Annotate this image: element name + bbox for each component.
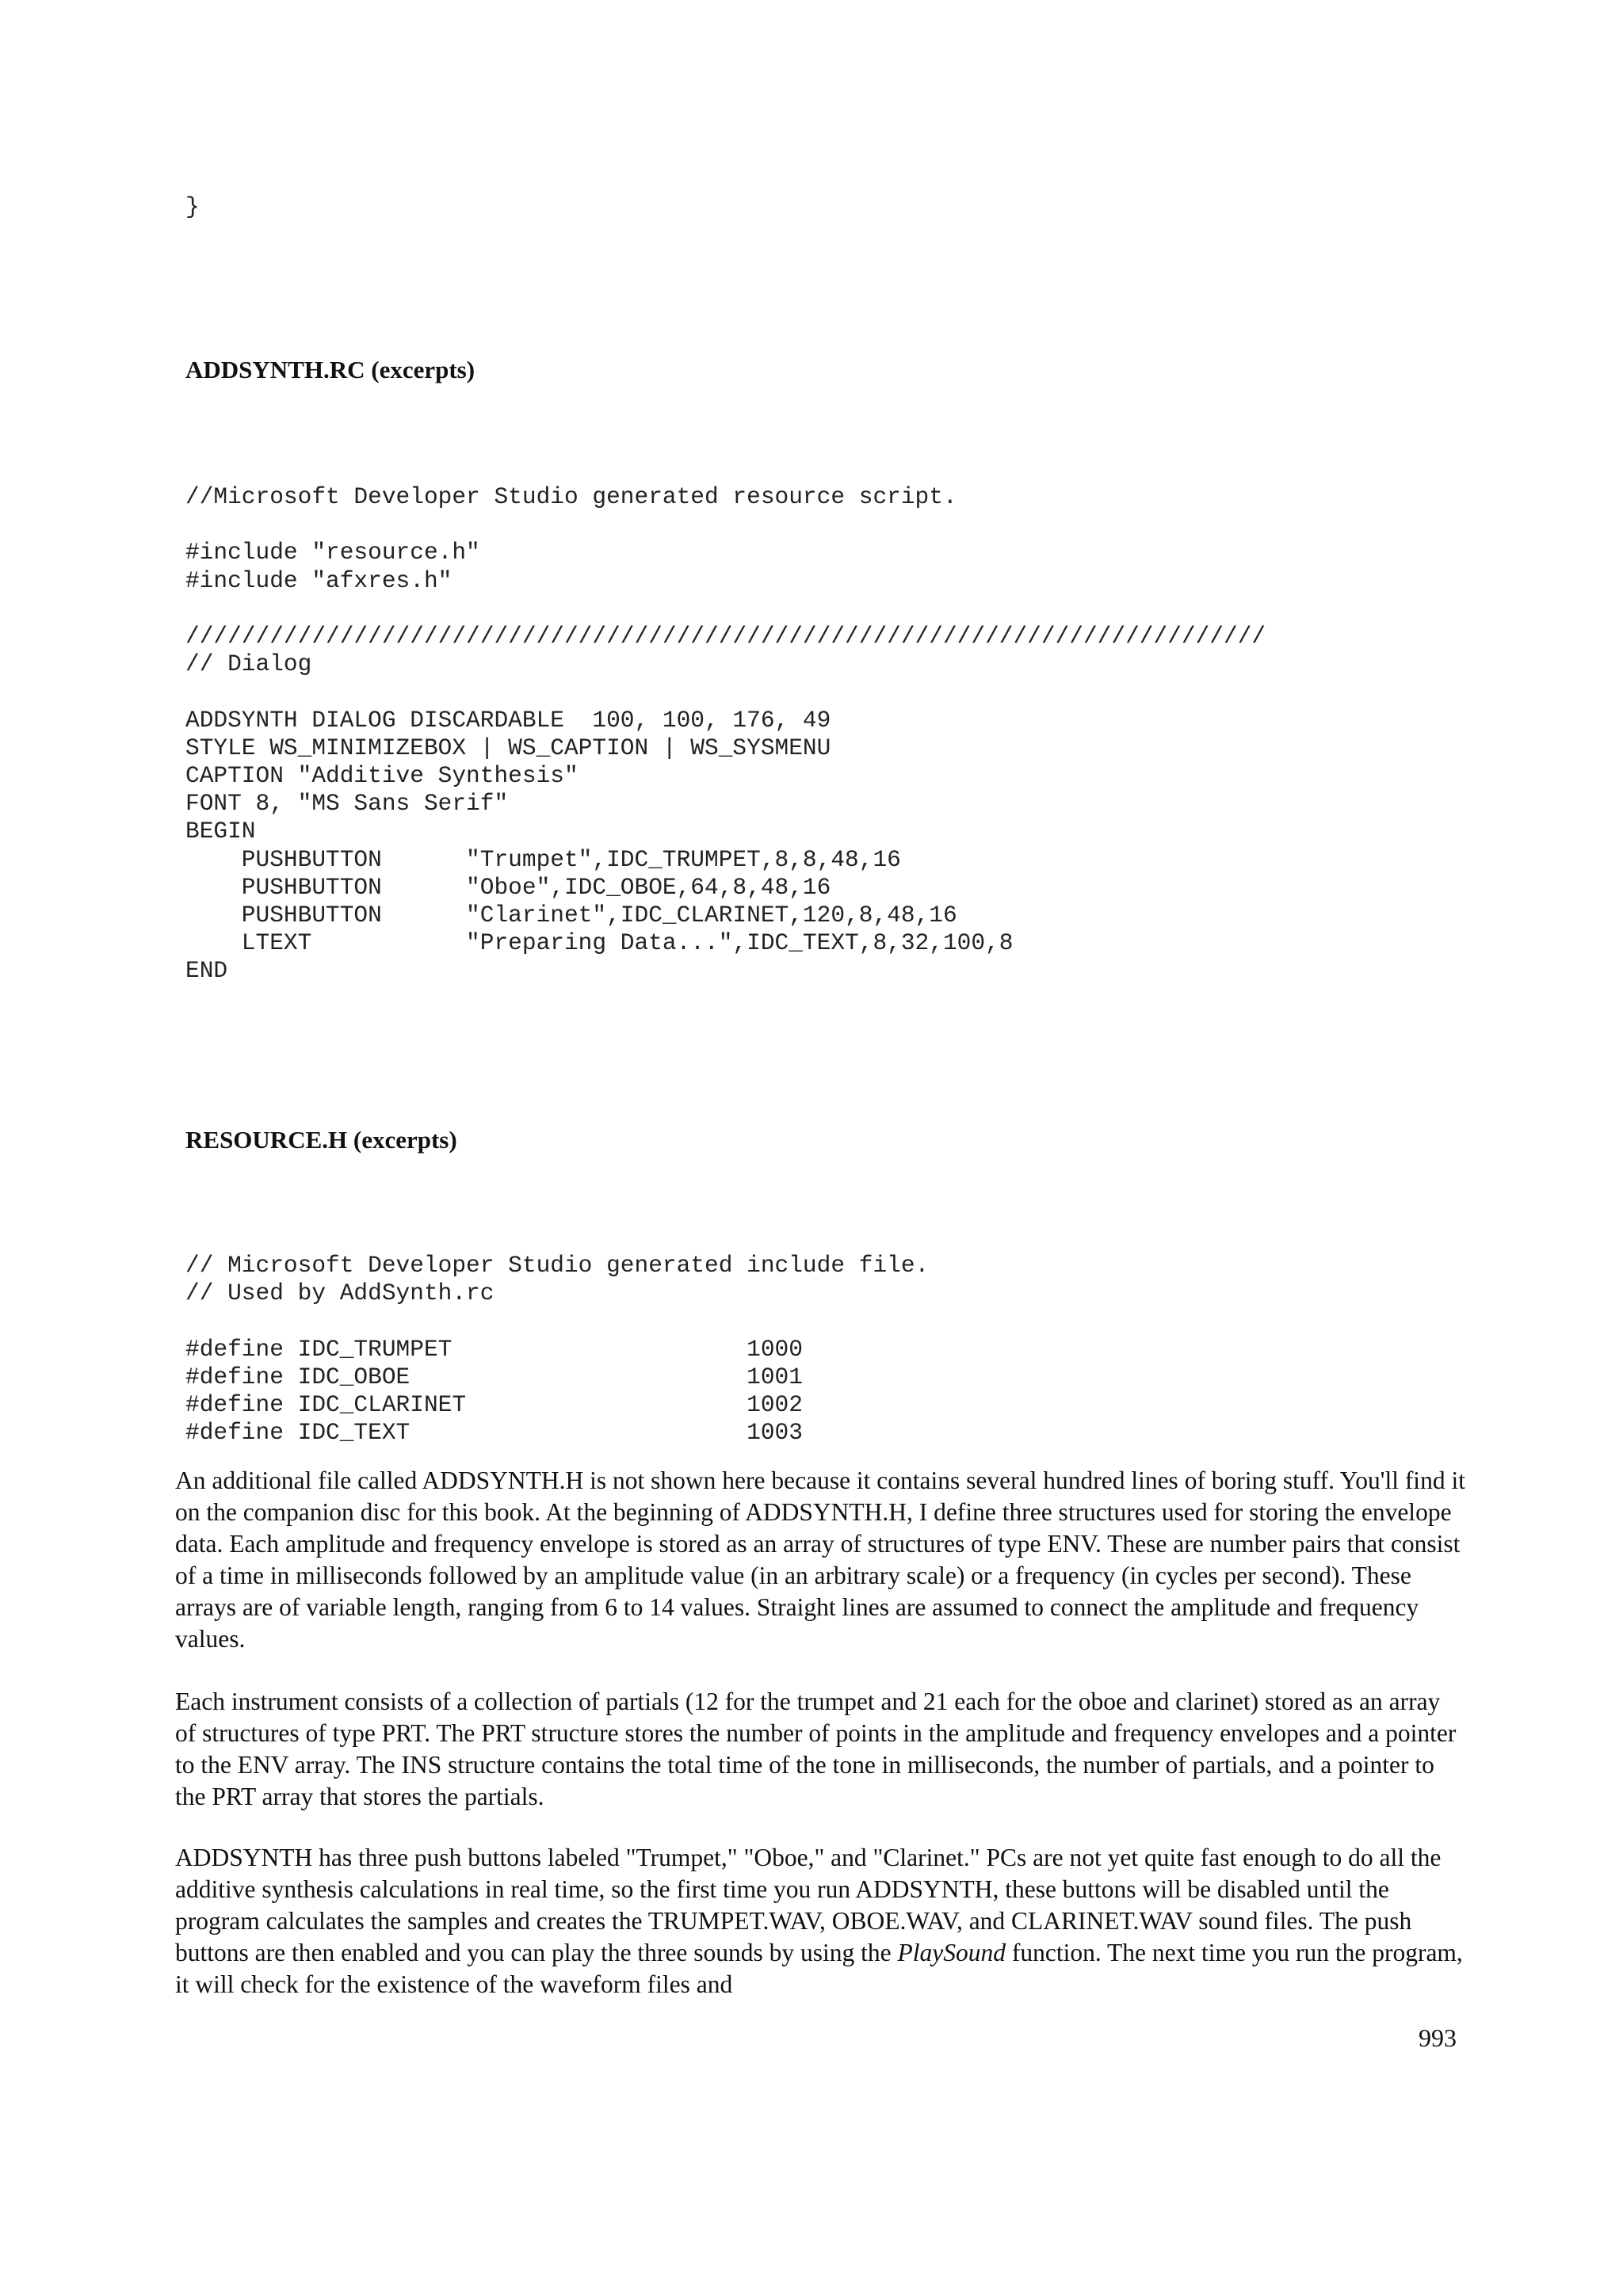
paragraph-push-buttons <box>175 1842 1467 2000</box>
rc-code-listing: //Microsoft Developer Studio generated resource script. #include "resource.h" #include "afxres.h" ///////////////////////////////////////////////////////////////////////////// // Dialog ADDSYNTH DIALOG DISCARDABLE 100, 100, 176, 49 STYLE WS_MINIMIZEBOX | WS_CAPTION | WS_SYSMENU CAPTION "Additive Synthesis" FONT 8, "MS Sans Serif" BEGIN PUSHBUTTON "Trumpet",IDC_TRUMPET,8,8,48,16 PUSHBUTTON "Oboe",IDC_OBOE,64,8,48,16 PUSHBUTTON "Clarinet",IDC_CLARINET,120,8,48,16 LTEXT "Preparing Data...",IDC_TEXT,8,32,100,8 END <box>185 483 1266 985</box>
paragraph-push-buttons-text-a: ADDSYNTH has three push buttons labeled "Trumpet," "Oboe," and "Clarinet." PCs are not yet quite fast enough to do all the additive synthesis calculations in real time, so the first time you run ADDSYNTH, these buttons will be disabled until the program calculates the samples and creates the TRUMPET.WAV, OBOE.WAV, and CLARINET.WAV sound files. The push buttons are then enabled and you can play the three sounds by using the <box>175 1844 1442 1966</box>
paragraph-addsynth-h: An additional file called ADDSYNTH.H is not shown here because it contains several hundred lines of boring stuff. You'll find it on the companion disc for this book. At the beginning of ADDSYNTH.H, I define three structures used for storing the envelope data. Each amplitude and frequency envelope is stored as an array of structures of type ENV. These are number pairs that consist of a time in milliseconds followed by an amplitude value (in an arbitrary scale) or a frequency (in cycles per second). These arrays are of variable length, ranging from 6 to 14 values. Straight lines are assumed to connect the amplitude and frequency values. <box>175 1466 1465 1653</box>
paragraph-push-buttons-text-b: function. The next time you run the program, it will check for the existence of the waveform files and <box>175 1939 1463 1998</box>
paragraph-instrument-partials: Each instrument consists of a collection of partials (12 for the trumpet and 21 each for the oboe and clarinet) stored as an array of structures of type PRT. The PRT structure stores the number of points in the amplitude and frequency envelopes and a pointer to the ENV array. The INS structure contains the total time of the tone in milliseconds, the number of partials, and a pointer to the PRT array that stores the partials. <box>175 1688 1457 1810</box>
rc-heading: ADDSYNTH.RC (excerpts) <box>185 356 475 383</box>
page-number: 993 <box>1419 2023 1457 2052</box>
closing-brace: } <box>185 193 200 220</box>
playsound-function-name: PlaySound <box>897 1939 1006 1966</box>
resource-h-code-listing: // Microsoft Developer Studio generated include file. // Used by AddSynth.rc #define IDC_TRUMPET 1000 #define IDC_OBOE 1001 #define IDC_CLARINET 1002 #define IDC_TEXT 1003 <box>185 1252 930 1447</box>
resource-h-heading: RESOURCE.H (excerpts) <box>185 1126 457 1154</box>
